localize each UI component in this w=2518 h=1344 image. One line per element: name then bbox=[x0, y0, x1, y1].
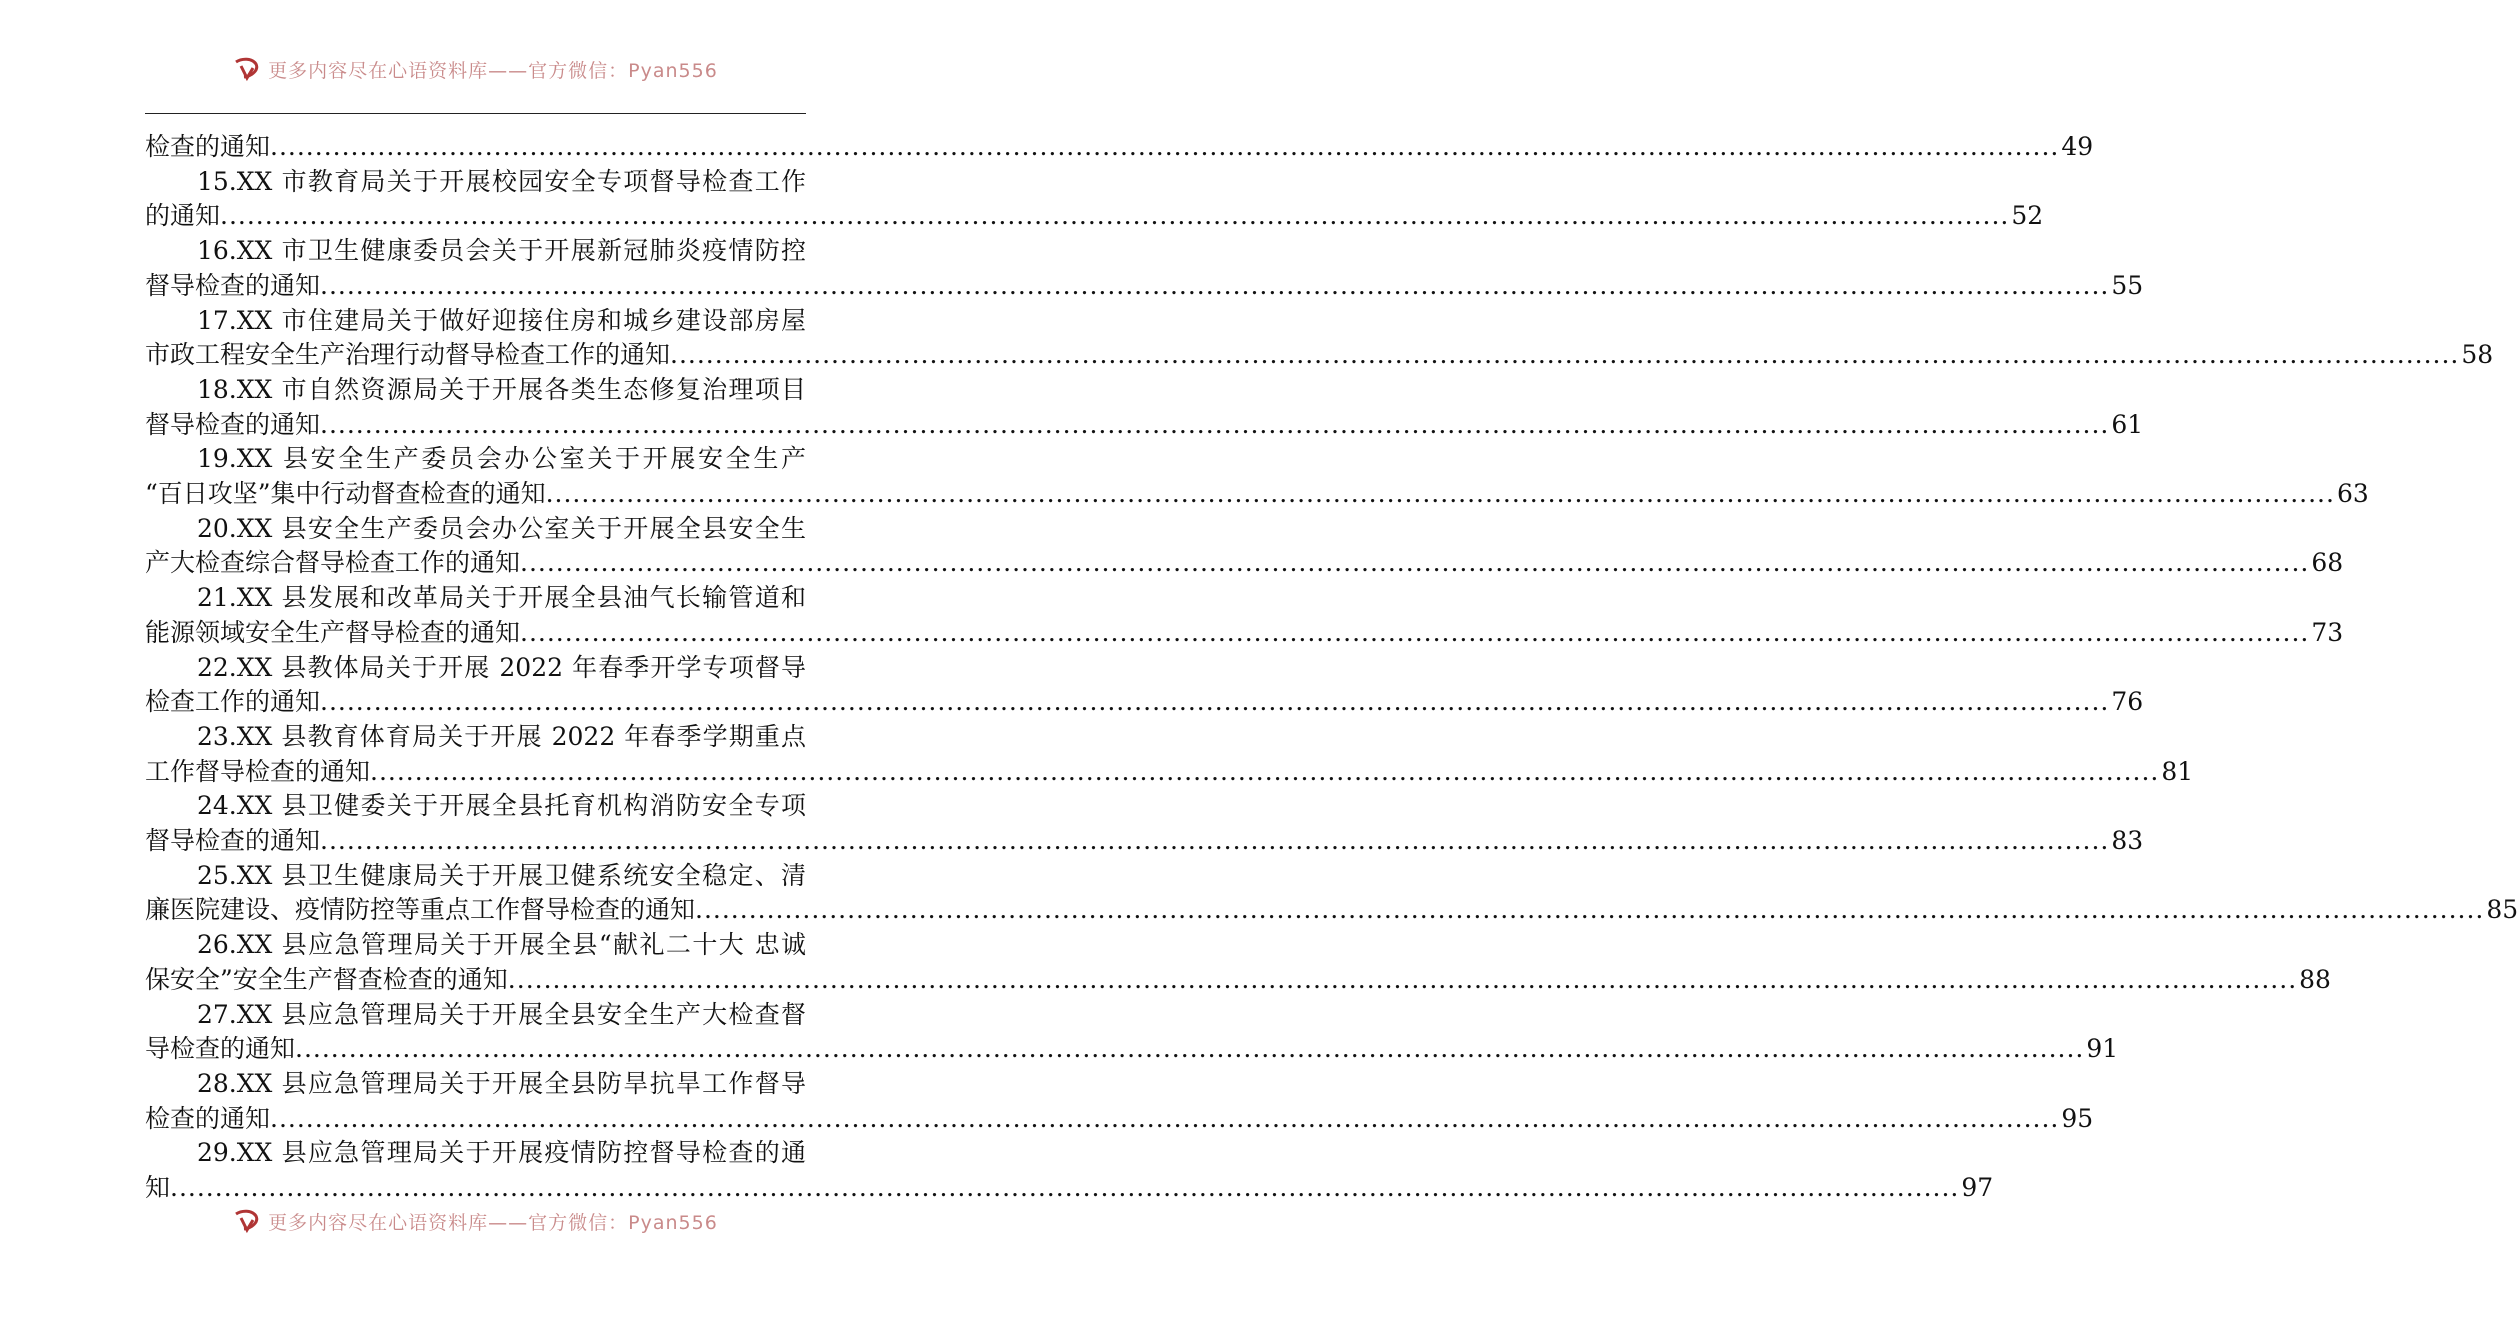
toc-page-number: 61 bbox=[2111, 409, 2144, 439]
toc-entry-title: 27.XX 县应急管理局关于开展全县安全生产大检查督 bbox=[197, 999, 806, 1029]
toc-entry-title-end: 督导检查的通知 bbox=[145, 826, 321, 856]
toc-page-number: 95 bbox=[2061, 1103, 2094, 1133]
toc-entry-title-end: 督导检查的通知 bbox=[145, 270, 321, 300]
toc-entry[interactable] bbox=[145, 581, 2344, 650]
toc-entry[interactable] bbox=[145, 928, 2331, 997]
toc-entry-line bbox=[145, 893, 2518, 928]
toc-leader-dots: ........................................................................................................................................................................................................ bbox=[520, 548, 2310, 578]
toc-page-number: 88 bbox=[2299, 964, 2331, 994]
toc-entry-title: 29.XX 县应急管理局关于开展疫情防控督导检查的通 bbox=[197, 1138, 806, 1168]
toc-entry-title: 23.XX 县教育体育局关于开展 2022 年春季学期重点 bbox=[197, 721, 806, 751]
header-watermark bbox=[0, 54, 950, 84]
toc-entry-title-end: 督导检查的通知 bbox=[145, 409, 321, 439]
toc-entry-title-end: 检查工作的通知 bbox=[145, 687, 321, 717]
toc-entry-line bbox=[145, 269, 2144, 304]
toc-page-number: 58 bbox=[2461, 340, 2494, 370]
toc-entry-title: 21.XX 县发展和改革局关于开展全县油气长输管道和 bbox=[197, 583, 806, 613]
toc-entry-title-end: 知 bbox=[145, 1173, 171, 1203]
toc-leader-dots: ........................................................................................................................................................................................................ bbox=[270, 1103, 2060, 1133]
toc-page-number: 85 bbox=[2486, 895, 2518, 925]
header-rule bbox=[145, 113, 806, 114]
toc-entry-line bbox=[145, 130, 2094, 165]
toc-entry-title: 24.XX 县卫健委关于开展全县托育机构消防安全专项 bbox=[197, 791, 806, 821]
toc-entry[interactable] bbox=[145, 651, 2144, 720]
toc-entry-title: 22.XX 县教体局关于开展 2022 年春季开学专项督导 bbox=[197, 652, 806, 682]
toc-entry-line bbox=[145, 685, 2144, 720]
toc-leader-dots: ........................................................................................................................................................................................................ bbox=[295, 1034, 2085, 1064]
toc-entry-title: 17.XX 市住建局关于做好迎接住房和城乡建设部房屋 bbox=[197, 305, 806, 335]
toc-entry-title-end: “百日攻坚”集中行动督查检查的通知 bbox=[145, 479, 546, 509]
toc-entry-title-end: 检查的通知 bbox=[145, 1103, 271, 1133]
toc-entry-line bbox=[145, 755, 2194, 790]
toc-entry-line bbox=[145, 1102, 2094, 1137]
toc-page-number: 97 bbox=[1961, 1173, 1994, 1203]
toc-entry-line bbox=[145, 616, 2344, 651]
toc-entry-title-end: 产大检查综合督导检查工作的通知 bbox=[145, 548, 521, 578]
toc-entry-line bbox=[145, 824, 2144, 859]
toc-leader-dots: ........................................................................................................................................................................................................ bbox=[695, 895, 2485, 925]
toc-leader-dots: ........................................................................................................................................................................................................ bbox=[670, 340, 2460, 370]
toc-page-number: 52 bbox=[2011, 201, 2044, 231]
toc-entry[interactable] bbox=[145, 442, 2369, 511]
toc-entry-line bbox=[145, 338, 2494, 373]
toc-leader-dots: ........................................................................................................................................................................................................ bbox=[270, 132, 2060, 161]
toc-entry-line bbox=[145, 1032, 2119, 1067]
toc-page-number: 81 bbox=[2161, 756, 2194, 786]
footer-watermark bbox=[0, 1206, 950, 1236]
toc-entry[interactable] bbox=[145, 512, 2344, 581]
toc-page-number: 63 bbox=[2336, 479, 2369, 509]
toc-entry[interactable] bbox=[145, 304, 2494, 373]
toc-page-number: 91 bbox=[2086, 1034, 2119, 1064]
toc-entry[interactable] bbox=[145, 789, 2144, 858]
toc-entry-line bbox=[145, 1171, 1994, 1206]
toc-entry[interactable] bbox=[145, 373, 2144, 442]
toc-entry[interactable] bbox=[145, 165, 2044, 234]
toc-entry-title: 15.XX 市教育局关于开展校园安全专项督导检查工作 bbox=[197, 166, 806, 196]
toc-leader-dots: ........................................................................................................................................................................................................ bbox=[320, 826, 2110, 856]
toc-entry[interactable] bbox=[145, 1067, 2094, 1136]
toc-entry[interactable] bbox=[145, 130, 2094, 165]
toc-page-number: 76 bbox=[2111, 687, 2144, 717]
toc-leader-dots: ........................................................................................................................................................................................................ bbox=[320, 687, 2110, 717]
toc-entry-line bbox=[145, 477, 2369, 512]
toc-entry[interactable] bbox=[145, 859, 2518, 928]
footer-watermark-text: 更多内容尽在心语资料库——官方微信：Pyan556 bbox=[268, 1211, 718, 1234]
toc-entry-line bbox=[145, 546, 2344, 581]
toc-entry-title: 25.XX 县卫生健康局关于开展卫健系统安全稳定、清 bbox=[197, 860, 806, 890]
toc-entry-line bbox=[145, 963, 2331, 998]
toc-page-number: 68 bbox=[2311, 548, 2344, 578]
toc-page-number: 83 bbox=[2111, 826, 2144, 856]
toc-page-number: 49 bbox=[2061, 132, 2094, 161]
toc-page-number: 55 bbox=[2111, 270, 2144, 300]
toc-entry-title-end: 市政工程安全生产治理行动督导检查工作的通知 bbox=[145, 340, 671, 370]
logo-icon bbox=[232, 56, 262, 82]
toc-entry-title: 18.XX 市自然资源局关于开展各类生态修复治理项目 bbox=[197, 374, 806, 404]
toc-entry-title-end: 的通知 bbox=[145, 201, 221, 231]
table-of-contents bbox=[145, 130, 2518, 1206]
header-watermark-text: 更多内容尽在心语资料库——官方微信：Pyan556 bbox=[268, 59, 718, 82]
toc-leader-dots: ........................................................................................................................................................................................................ bbox=[170, 1173, 1960, 1203]
toc-entry-title-end: 工作督导检查的通知 bbox=[145, 756, 371, 786]
toc-entry-title-end: 导检查的通知 bbox=[145, 1034, 296, 1064]
toc-leader-dots: ........................................................................................................................................................................................................ bbox=[220, 201, 2010, 231]
toc-leader-dots: ........................................................................................................................................................................................................ bbox=[320, 409, 2110, 439]
logo-icon bbox=[232, 1208, 262, 1234]
toc-entry-title-end: 能源领域安全生产督导检查的通知 bbox=[145, 617, 521, 647]
toc-entry[interactable] bbox=[145, 998, 2119, 1067]
toc-leader-dots: ........................................................................................................................................................................................................ bbox=[545, 479, 2335, 509]
toc-entry-title: 20.XX 县安全生产委员会办公室关于开展全县安全生 bbox=[197, 513, 806, 543]
toc-entry-title: 28.XX 县应急管理局关于开展全县防旱抗旱工作督导 bbox=[197, 1068, 806, 1098]
toc-leader-dots: ........................................................................................................................................................................................................ bbox=[320, 270, 2110, 300]
toc-entry-title: 26.XX 县应急管理局关于开展全县“献礼二十大 忠诚 bbox=[197, 930, 806, 960]
toc-leader-dots: ........................................................................................................................................................................................................ bbox=[507, 964, 2298, 994]
toc-entry-title: 19.XX 县安全生产委员会办公室关于开展安全生产 bbox=[197, 444, 806, 474]
toc-entry[interactable] bbox=[145, 234, 2144, 303]
toc-entry-title-end: 检查的通知 bbox=[145, 132, 271, 161]
toc-leader-dots: ........................................................................................................................................................................................................ bbox=[370, 756, 2160, 786]
toc-entry-line bbox=[145, 199, 2044, 234]
toc-entry-title: 16.XX 市卫生健康委员会关于开展新冠肺炎疫情防控 bbox=[197, 236, 806, 266]
toc-page-number: 73 bbox=[2311, 617, 2344, 647]
toc-entry-title-end: 保安全”安全生产督查检查的通知 bbox=[145, 964, 508, 994]
toc-entry-title-end: 廉医院建设、疫情防控等重点工作督导检查的通知 bbox=[145, 895, 696, 925]
toc-entry[interactable] bbox=[145, 1136, 1994, 1205]
toc-leader-dots: ........................................................................................................................................................................................................ bbox=[520, 617, 2310, 647]
toc-entry-line bbox=[145, 408, 2144, 443]
toc-entry[interactable] bbox=[145, 720, 2194, 789]
